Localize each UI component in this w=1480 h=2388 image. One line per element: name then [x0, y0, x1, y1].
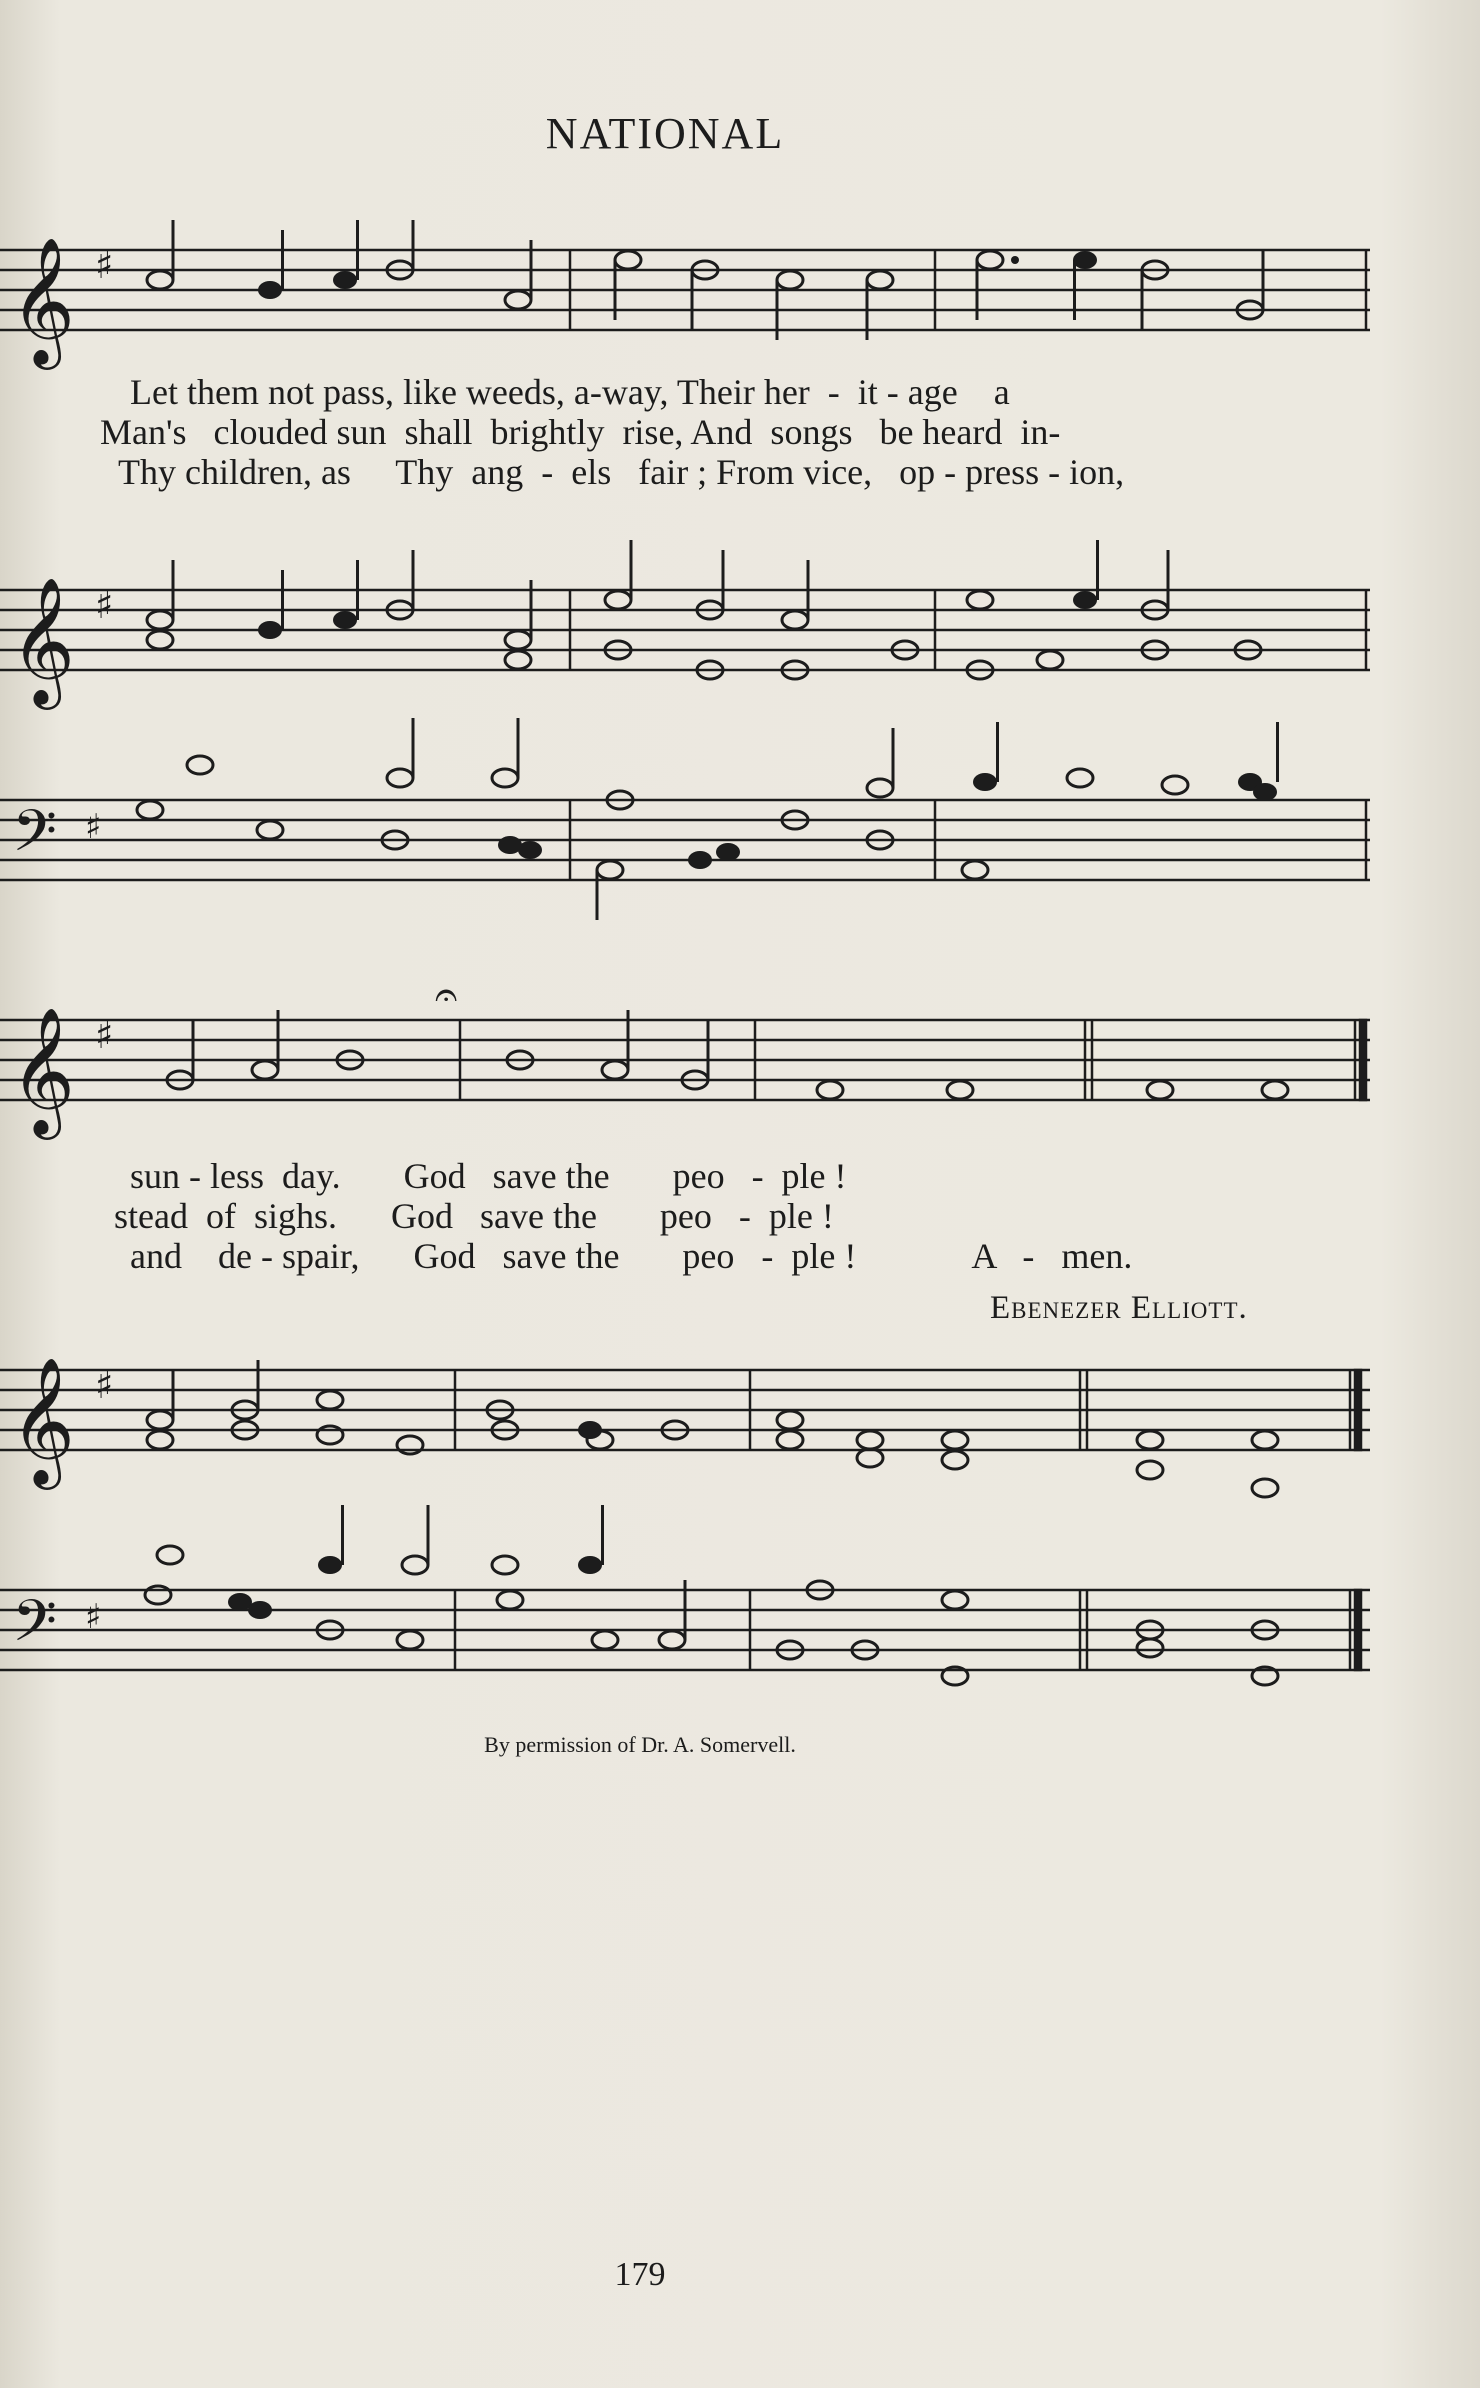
svg-text:♯: ♯ — [85, 807, 102, 847]
bass-staff-1 — [0, 720, 1480, 920]
lyrics-verse-2-line-b: stead of sighs. God save the peo - ple ! — [114, 1196, 834, 1236]
svg-text:𝄞: 𝄞 — [10, 236, 76, 364]
svg-text:𝄢: 𝄢 — [12, 797, 58, 879]
page-title: NATIONAL — [545, 109, 785, 158]
svg-text:𝄞: 𝄞 — [10, 1006, 76, 1134]
svg-text:♯: ♯ — [95, 243, 114, 287]
svg-text:♯: ♯ — [85, 1597, 102, 1637]
lyrics-verse-1-line-b: sun - less day. God save the peo - ple ! — [130, 1156, 847, 1196]
melody-staff-2 — [0, 972, 1480, 1134]
svg-text:♯: ♯ — [95, 583, 114, 627]
page-number: 179 — [614, 2256, 666, 2293]
svg-text:♯: ♯ — [95, 1363, 114, 1407]
svg-text:𝄢: 𝄢 — [12, 1587, 58, 1669]
author-credit: Ebenezer Elliott. — [990, 1290, 1248, 1326]
lyrics-verse-1-line-a: Let them not pass, like weeds, a-way, Their her - it - age a — [130, 372, 1010, 412]
lyrics-verse-3-line-b: and de - spair, God save the peo - ple ! A - men. — [130, 1236, 1133, 1276]
bass-staff-2 — [0, 1500, 1480, 1700]
treble-staff-2 — [0, 1340, 1480, 1510]
svg-text:𝄞: 𝄞 — [10, 576, 76, 704]
lyrics-verse-3-line-a: Thy children, as Thy ang - els fair ; From vice, op - press - ion, — [118, 452, 1125, 492]
svg-text:♯: ♯ — [95, 1013, 114, 1057]
lyrics-verse-2-line-a: Man's clouded sun shall brightly rise, And songs be heard in- — [100, 412, 1061, 452]
svg-text:𝄐: 𝄐 — [435, 972, 458, 1018]
treble-staff-1 — [0, 540, 1480, 710]
melody-staff-1 — [0, 220, 1480, 370]
permission-note: By permission of Dr. A. Somervell. — [484, 1732, 796, 1757]
svg-text:𝄞: 𝄞 — [10, 1356, 76, 1484]
